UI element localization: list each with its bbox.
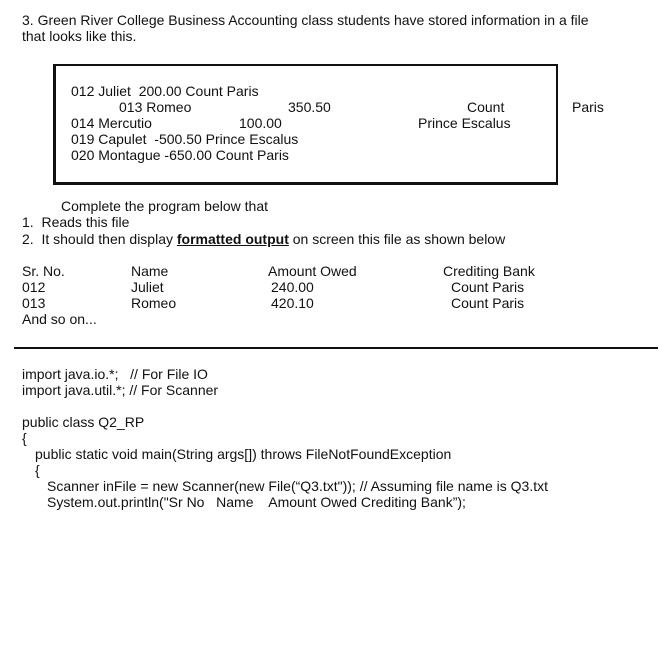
table-row-2-sr-no: 013	[22, 295, 46, 311]
table-header-amount-owed: Amount Owed	[268, 263, 357, 279]
code-line-8: System.out.println("Sr No Name Amount Owed Crediting Bank”);	[47, 494, 466, 510]
table-row-2-bank: Count Paris	[451, 295, 525, 311]
section-divider	[14, 347, 658, 349]
code-line-4: {	[22, 430, 27, 446]
code-line-5: public static void main(String args[]) throws FileNotFoundException	[35, 446, 452, 462]
table-row-1-amount: 240.00	[271, 279, 314, 295]
file-row-4: 019 Capulet -500.50 Prince Escalus	[71, 131, 299, 147]
code-line-1: import java.io.*; // For File IO	[22, 366, 208, 382]
file-row-2-id-name: 013 Romeo	[119, 99, 192, 115]
step-2-suffix: on screen this file as shown below	[288, 231, 506, 247]
question-line-1: 3. Green River College Business Accounting class students have stored information in a file	[22, 12, 589, 28]
step-2-emphasis: formatted output	[176, 231, 289, 247]
table-row-1-sr-no: 012	[22, 279, 46, 295]
question-line-2: that looks like this.	[22, 28, 137, 44]
table-row-1-name: Juliet	[131, 279, 164, 295]
file-row-3-amount: 100.00	[239, 115, 282, 131]
file-row-2-bank-part2: Paris	[572, 99, 604, 115]
table-footer: And so on...	[22, 311, 97, 327]
code-line-7: Scanner inFile = new Scanner(new File(“Q3.txt")); // Assuming file name is Q3.txt	[47, 478, 548, 494]
table-header-name: Name	[131, 263, 169, 279]
file-row-3-bank: Prince Escalus	[418, 115, 511, 131]
table-row-1-bank: Count Paris	[451, 279, 525, 295]
file-row-2-amount: 350.50	[288, 99, 331, 115]
file-row-1: 012 Juliet 200.00 Count Paris	[71, 83, 259, 99]
table-row-2-amount: 420.10	[271, 295, 314, 311]
code-line-3: public class Q2_RP	[22, 414, 145, 430]
file-row-5: 020 Montague -650.00 Count Paris	[71, 147, 289, 163]
instructions-step-1: 1. Reads this file	[22, 214, 130, 230]
step-2-prefix: 2. It should then display	[22, 231, 177, 247]
instructions-step-2	[22, 231, 505, 247]
code-line-2: import java.util.*; // For Scanner	[22, 382, 219, 398]
code-line-6: {	[35, 462, 40, 478]
file-row-3-id-name: 014 Mercutio	[71, 115, 152, 131]
table-header-sr-no: Sr. No.	[22, 263, 65, 279]
file-row-2-bank-part1: Count	[467, 99, 505, 115]
table-row-2-name: Romeo	[131, 295, 177, 311]
instructions-intro: Complete the program below that	[61, 198, 268, 214]
table-header-crediting-bank: Crediting Bank	[443, 263, 535, 279]
